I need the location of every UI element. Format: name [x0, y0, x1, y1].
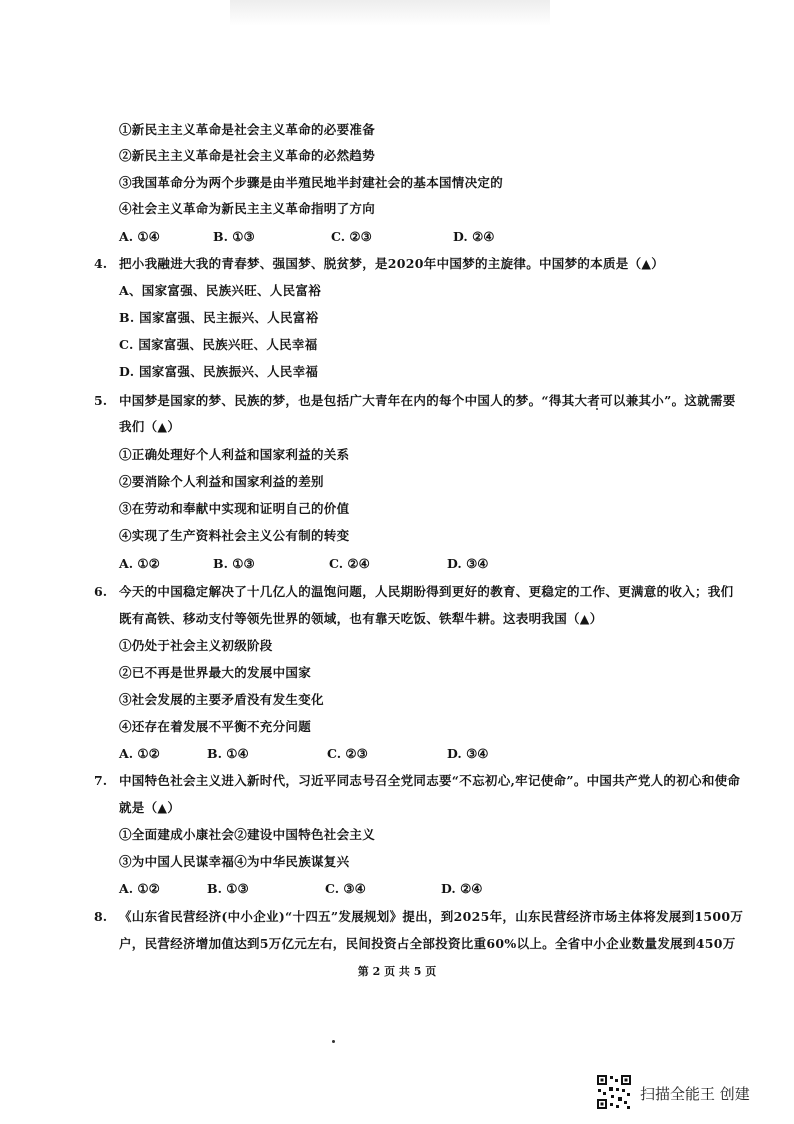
scan-speck — [332, 1040, 335, 1043]
q5-option-d: D. ③④ — [447, 556, 489, 571]
q6-option-c: C. ②③ — [327, 746, 368, 761]
q6-statement-4: ④还存在着发展不平衡不充分问题 — [119, 719, 312, 734]
q5-option-c: C. ②④ — [329, 556, 370, 571]
scanner-brand-label: 扫描全能王 创建 — [640, 1085, 750, 1103]
q6-statement-1: ①仍处于社会主义初级阶段 — [119, 638, 273, 653]
q4-option-c: C. 国家富强、民族兴旺、人民幸福 — [119, 337, 318, 352]
q6-number: 6. — [94, 584, 108, 599]
q3-statement-1: ①新民主主义革命是社会主义革命的必要准备 — [119, 122, 376, 137]
q5-option-b: B. ①③ — [213, 556, 255, 571]
q3-option-a: A. ①④ — [119, 229, 160, 244]
q3-option-c: C. ②③ — [331, 229, 372, 244]
q7-stem-line-1: 中国特色社会主义进入新时代，习近平同志号召全党同志要“不忘初心,牢记使命”。中国共产党人的初心和使命 — [119, 773, 741, 788]
q6-option-d: D. ③④ — [447, 746, 489, 761]
q5-stem-line-1: 中国梦是国家的梦、民族的梦，也是包括广大青年在内的每个中国人的梦。“得其大者可以兼其小”。这就需要 — [119, 393, 736, 408]
q7-option-d: D. ②④ — [441, 881, 483, 896]
q4-option-b: B. 国家富强、民主振兴、人民富裕 — [119, 310, 319, 325]
q8-stem-line-2: 户，民营经济增加值达到5万亿元左右，民间投资占全部投资比重60%以上。全省中小企业数量发展到450万 — [119, 936, 736, 951]
q7-option-c: C. ③④ — [325, 881, 366, 896]
qr-code-icon — [596, 1074, 632, 1110]
q7-option-a: A. ①② — [119, 881, 160, 896]
q3-statement-3: ③我国革命分为两个步骤是由半殖民地半封建社会的基本国情决定的 — [119, 175, 504, 190]
q7-option-b: B. ①③ — [207, 881, 249, 896]
q5-statement-2: ②要消除个人利益和国家利益的差别 — [119, 474, 324, 489]
q6-stem-line-2: 既有高铁、移动支付等领先世界的领域，也有靠天吃饭、铁犁牛耕。这表明我国（▲） — [119, 611, 603, 626]
q6-stem-line-1: 今天的中国稳定解决了十几亿人的温饱问题，人民期盼得到更好的教育、更稳定的工作、更满意的收入；我们 — [119, 584, 734, 599]
q7-statement-2: ③为中国人民谋幸福④为中华民族谋复兴 — [119, 854, 350, 869]
q4-option-a: A、国家富强、民族兴旺、人民富裕 — [119, 283, 321, 298]
q5-statement-1: ①正确处理好个人利益和国家利益的关系 — [119, 447, 350, 462]
q6-statement-3: ③社会发展的主要矛盾没有发生变化 — [119, 692, 324, 707]
q5-option-a: A. ①② — [119, 556, 160, 571]
q4-number: 4. — [94, 256, 108, 271]
q7-stem-line-2: 就是（▲） — [119, 800, 181, 815]
q3-statement-4: ④社会主义革命为新民主主义革命指明了方向 — [119, 201, 376, 216]
q8-number: 8. — [94, 909, 108, 924]
scan-speck — [596, 408, 598, 410]
q5-statement-4: ④实现了生产资料社会主义公有制的转变 — [119, 528, 350, 543]
page-footer: 第 2 页 共 5 页 — [357, 965, 437, 978]
q3-option-b: B. ①③ — [213, 229, 255, 244]
scan-shadow — [230, 0, 550, 26]
q8-stem-line-1: 《山东省民营经济(中小企业)“十四五”发展规划》提出，到2025年，山东民营经济市场主体将发展到1500万 — [119, 909, 744, 924]
q4-option-d: D. 国家富强、民族振兴、人民幸福 — [119, 364, 319, 379]
q7-number: 7. — [94, 773, 108, 788]
q6-statement-2: ②已不再是世界最大的发展中国家 — [119, 665, 312, 680]
q3-option-d: D. ②④ — [453, 229, 495, 244]
q4-stem: 把小我融进大我的青春梦、强国梦、脱贫梦，是2020年中国梦的主旋律。中国梦的本质是（▲） — [119, 256, 665, 271]
q6-option-a: A. ①② — [119, 746, 160, 761]
q5-stem-line-2: 我们（▲） — [119, 419, 181, 434]
q5-number: 5. — [94, 393, 108, 408]
q3-statement-2: ②新民主主义革命是社会主义革命的必然趋势 — [119, 148, 376, 163]
q6-option-b: B. ①④ — [207, 746, 249, 761]
q5-statement-3: ③在劳动和奉献中实现和证明自己的价值 — [119, 501, 350, 516]
q7-statement-1: ①全面建成小康社会②建设中国特色社会主义 — [119, 827, 376, 842]
